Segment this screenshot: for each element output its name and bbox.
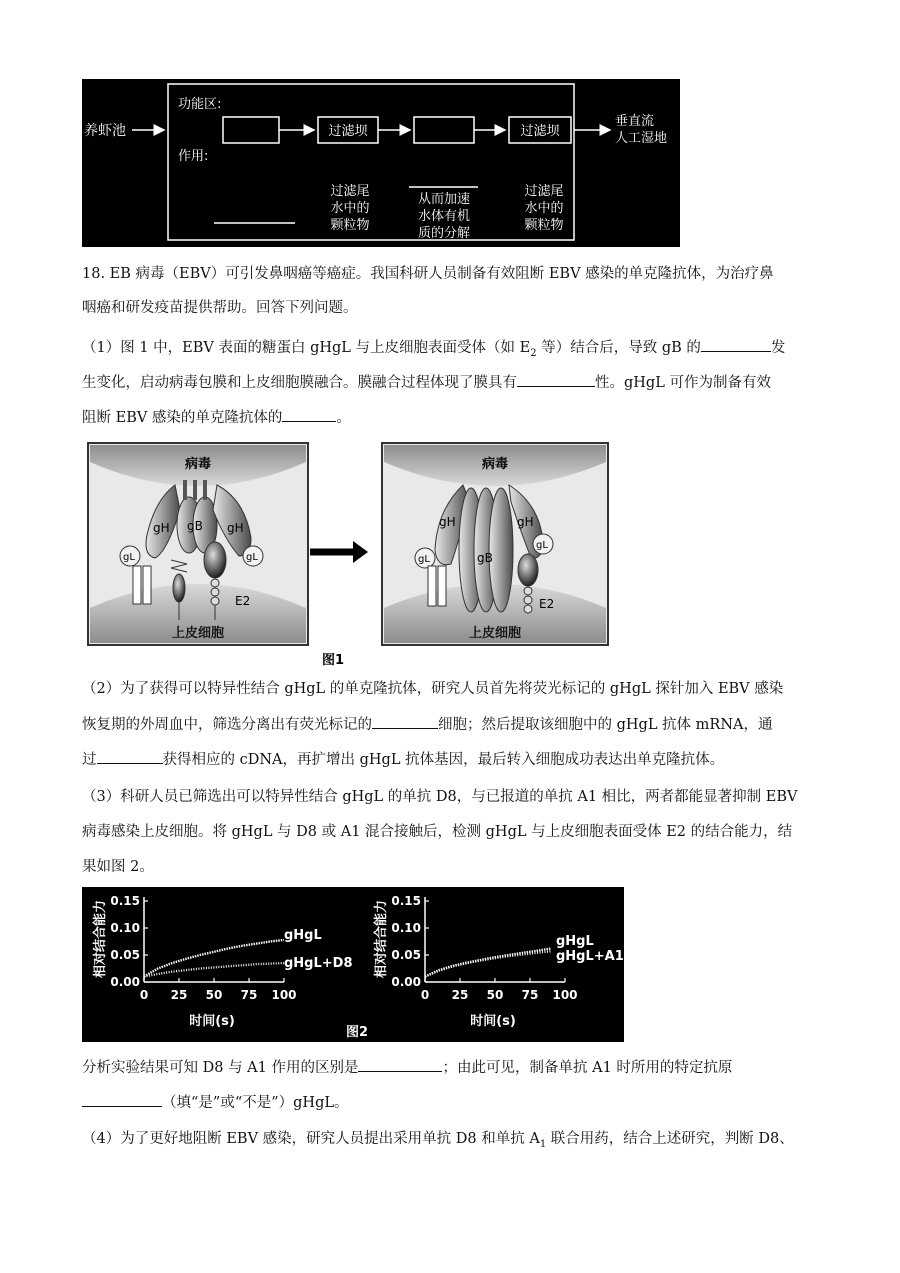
answer-blank[interactable]: [282, 407, 336, 422]
x-tick-label: 100: [552, 988, 578, 1002]
series-label-gHgL-D8: gHgL+D8: [284, 956, 353, 971]
text-span: 性。gHgL 可作为制备有效: [595, 375, 771, 391]
text-span: 等）结合后，导致 gB 的: [536, 340, 701, 356]
subscript: 1: [539, 1138, 547, 1150]
effect1-l3: 颗粒物: [330, 218, 370, 233]
effect3-l2: 水中的: [524, 201, 564, 216]
fig1-caption: 图1: [321, 653, 345, 668]
gH-label: gH: [153, 521, 170, 535]
cell-label: 上皮细胞: [468, 626, 522, 641]
q18-part3-line4: [82, 1057, 822, 1078]
y-tick-label: 0.05: [110, 948, 140, 962]
x-tick-label: 0: [139, 988, 149, 1002]
x-tick-label: 75: [521, 988, 539, 1002]
text-span: 阻断 EBV 感染的单克隆抗体的: [82, 410, 283, 426]
answer-blank[interactable]: [82, 1092, 162, 1107]
series-line-gHgL: [144, 940, 284, 977]
x-tick-label: 25: [170, 988, 188, 1002]
q18-part1-line3: [82, 407, 822, 428]
functional-area-box: [168, 84, 574, 240]
gL-label: gL: [536, 540, 548, 551]
effect-label: 作用:: [178, 149, 209, 164]
series-label-gHgL: gHgL: [556, 934, 594, 949]
text-span: 联合用药，结合上述研究，判断 D8、: [546, 1131, 794, 1147]
effect3-l3: 颗粒物: [524, 218, 564, 233]
text-span: （填“是”或“不是”）gHgL。: [162, 1095, 349, 1111]
gB-label: gB: [477, 551, 493, 565]
y-tick-label: 0.10: [391, 921, 421, 935]
text-span: 发: [770, 340, 786, 356]
y-tick-label: 0.15: [391, 894, 421, 908]
effect3-l1: 过滤尾: [524, 184, 564, 199]
figure-1: [85, 440, 615, 670]
y-axis-label: 相对结合能力: [374, 899, 389, 979]
q18-part1-line2: [82, 372, 822, 393]
y-tick-label: 0.05: [391, 948, 421, 962]
gL-label: gL: [246, 552, 258, 563]
q18-part2-line1: （2）为了获得可以特异性结合 gHgL 的单克隆抗体，研究人员首先将荧光标记的 gHgL 探针加入 EBV 感染: [82, 681, 784, 697]
x-tick-label: 50: [486, 988, 504, 1002]
text-span: 生变化，启动病毒包膜和上皮细胞膜融合。膜融合过程体现了膜具有: [82, 375, 517, 391]
flow-start: 养虾池: [84, 123, 126, 139]
gL-label: gL: [123, 552, 135, 563]
E2-label: E2: [539, 597, 555, 611]
y-axis-label: 相对结合能力: [93, 899, 108, 979]
flow-diagram: [82, 79, 680, 247]
answer-blank[interactable]: [372, 714, 438, 729]
area-label: 功能区:: [178, 97, 222, 112]
y-tick-label: 0.00: [110, 975, 140, 989]
y-tick-label: 0.00: [391, 975, 421, 989]
text-span: 分析实验结果可知 D8 与 A1 作用的区别是: [82, 1060, 359, 1076]
filter-dam-2-label: 过滤坝: [520, 124, 560, 139]
x-tick-label: 75: [240, 988, 258, 1002]
empty-box-1: [223, 117, 279, 143]
effect2-l2: 水体有机: [417, 209, 471, 224]
q18-part2-line3: [82, 749, 822, 770]
series-label-gHgL-A1: gHgL+A1: [556, 949, 624, 964]
x-tick-label: 25: [451, 988, 469, 1002]
fig1-panel-before: [88, 443, 308, 645]
gH-label: gH: [517, 515, 534, 529]
text-span: 细胞；然后提取该细胞中的 gHgL 抗体 mRNA，通: [438, 717, 773, 733]
flow-end-line2: 人工湿地: [615, 131, 668, 146]
q18-part3-line3: 果如图 2。: [82, 859, 154, 875]
answer-blank[interactable]: [97, 749, 163, 764]
transition-arrow-head: [353, 541, 368, 563]
text-span: 获得相应的 cDNA，再扩增出 gHgL 抗体基因，最后转入细胞成功表达出单克隆抗体。: [162, 752, 725, 768]
q18-part2-line2: [82, 714, 822, 735]
q18-intro-line2: 咽癌和研发疫苗提供帮助。回答下列问题。: [82, 300, 358, 316]
text-span: 恢复期的外周血中，筛选分离出有荧光标记的: [82, 717, 372, 733]
q18-part3-line5: [82, 1092, 822, 1113]
effect1-l1: 过滤尾: [330, 184, 370, 199]
x-tick-label: 50: [205, 988, 223, 1002]
x-axis-label: 时间(s): [470, 1014, 516, 1029]
x-tick-label: 0: [420, 988, 430, 1002]
answer-blank[interactable]: [358, 1057, 442, 1072]
flow-end-line1: 垂直流: [615, 114, 655, 129]
gH-label: gH: [439, 515, 456, 529]
series-line-gHgL-A1: [425, 951, 551, 976]
subscript: 2: [530, 347, 537, 359]
q18-part3-line2: 病毒感染上皮细胞。将 gHgL 与 D8 或 A1 混合接触后，检测 gHgL 与上皮细胞表面受体 E2 的结合能力，结: [82, 824, 793, 840]
virus-label: 病毒: [481, 457, 509, 472]
effect2-l1: 从而加速: [417, 192, 471, 207]
q18-intro-line1: 18. EB 病毒（EBV）可引发鼻咽癌等癌症。我国科研人员制备有效阻断 EBV 感染的单克隆抗体，为治疗鼻: [82, 266, 774, 282]
gH-label: gH: [227, 521, 244, 535]
text-span: 过: [82, 752, 97, 768]
answer-blank[interactable]: [701, 337, 771, 352]
text-span: （1）图 1 中，EBV 表面的糖蛋白 gHgL 与上皮细胞表面受体（如 E: [82, 340, 531, 356]
filter-dam-1-label: 过滤坝: [328, 124, 368, 139]
q18-part3-line1: （3）科研人员已筛选出可以特异性结合 gHgL 的单抗 D8，与已报道的单抗 A1 相比，两者都能显著抑制 EBV: [82, 789, 798, 805]
effect2-l3: 质的分解: [417, 226, 471, 241]
text-span: 。: [336, 410, 351, 426]
effect1-l2: 水中的: [330, 201, 370, 216]
fig2-caption: 图2: [345, 1025, 369, 1040]
x-axis-label: 时间(s): [189, 1014, 235, 1029]
q18-part4-line1: [82, 1129, 822, 1155]
gL-label: gL: [418, 554, 430, 565]
y-tick-label: 0.15: [110, 894, 140, 908]
gB-label: gB: [187, 519, 203, 533]
text-span: （4）为了更好地阻断 EBV 感染，研究人员提出采用单抗 D8 和单抗 A: [82, 1131, 540, 1147]
q18-part1-line1: [82, 337, 822, 364]
virus-label: 病毒: [184, 457, 212, 472]
fig1-panel-after: [382, 443, 608, 645]
figure-2: [82, 887, 624, 1042]
empty-box-2: [414, 117, 474, 143]
answer-blank[interactable]: [517, 372, 595, 387]
series-label-gHgL: gHgL: [284, 928, 322, 943]
chart-right: [373, 894, 624, 1029]
text-span: ；由此可见，制备单抗 A1 时所用的特定抗原: [442, 1060, 733, 1076]
E2-label: E2: [235, 594, 251, 608]
y-tick-label: 0.10: [110, 921, 140, 935]
chart-left: [92, 894, 353, 1029]
cell-label: 上皮细胞: [171, 626, 225, 641]
x-tick-label: 100: [271, 988, 297, 1002]
